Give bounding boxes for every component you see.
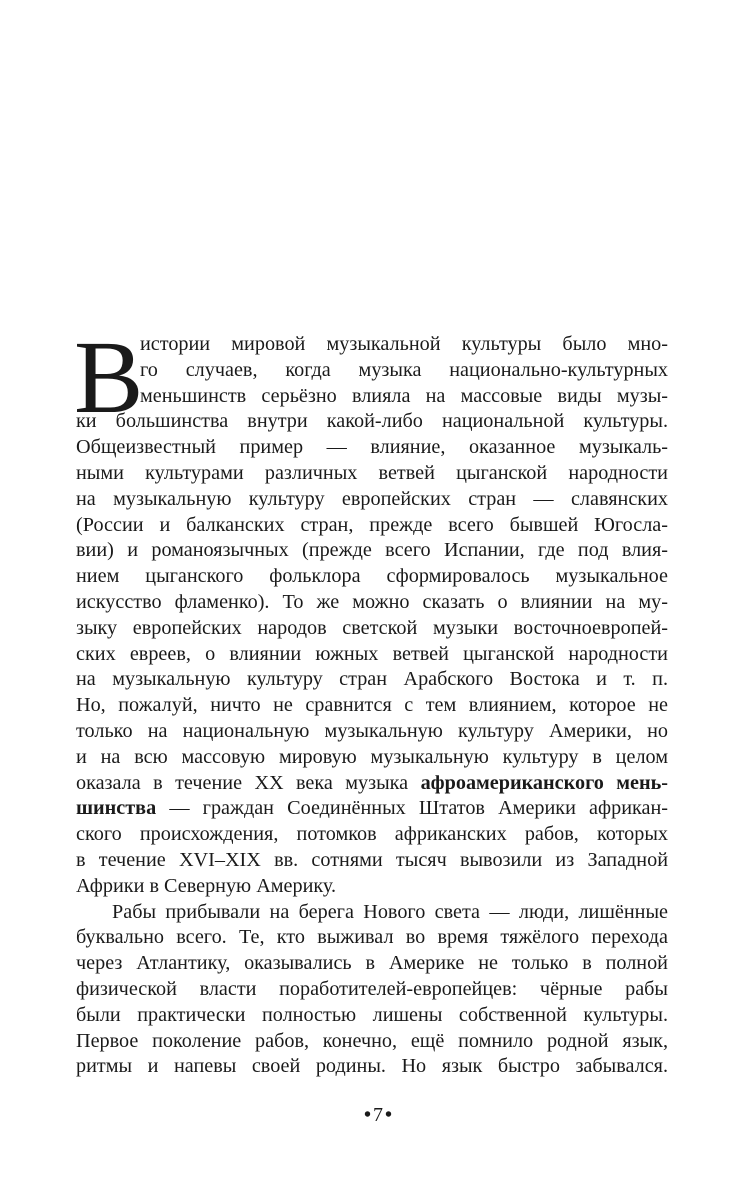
text-line: меньшинств серьёзно влияла на массовые виды музы- (140, 384, 668, 407)
text-line: искусство фламенко). То же можно сказать о влиянии на му- (76, 590, 668, 613)
page-number-value: 7 (373, 1104, 383, 1126)
text-line: на музыкальную культуру европейских стран — славянских (76, 487, 668, 510)
text-line: только на национальную музыкальную культуру Америки, но (76, 719, 668, 742)
page-number (0, 1103, 756, 1127)
text-line: буквально всего. Те, кто выживал во время тяжёлого перехода (76, 926, 668, 949)
text-line: (России и балканских стран, прежде всего бывшей Югосла- (76, 513, 668, 536)
text-line: Общеизвестный пример — влияние, оказанное музыкаль- (76, 436, 668, 459)
text-line: ских евреев, о влиянии южных ветвей цыганской народности (76, 642, 668, 665)
text-line: зыку европейских народов светской музыки восточноевропей- (76, 616, 668, 639)
text-line: го случаев, когда музыка национально-культурных (140, 358, 668, 381)
text-line (76, 771, 668, 797)
bold-term: шинства (76, 797, 157, 820)
text-line (76, 796, 668, 822)
text-line: были практически полностью лишены собственной культуры. (76, 1003, 668, 1026)
text-line: ритмы и напевы своей родины. Но язык быстро забывался. (76, 1055, 668, 1078)
text-line: вии) и романоязычных (прежде всего Испании, где под влия- (76, 539, 668, 562)
text-line: Рабы прибывали на берега Нового света — люди, лишённые (112, 900, 668, 923)
text-line: и на всю массовую мировую музыкальную культуру в целом (76, 745, 668, 768)
drop-cap: В (74, 320, 144, 435)
text-line: в течение XVI–XIX вв. сотнями тысяч вывозили из Западной (76, 848, 668, 871)
folio-ornament-left: • (363, 1104, 371, 1126)
bold-term: афроамериканского мень- (420, 771, 668, 794)
text-line: ки большинства внутри какой-либо национальной культуры. (76, 410, 668, 433)
text-line: Африки в Северную Америку. (76, 874, 337, 897)
text-line: Но, пожалуй, ничто не сравнится с тем влиянием, которое не (76, 694, 668, 717)
text-segment: — граждан Соединённых Штатов Америки африкан- (156, 797, 668, 820)
text-line: через Атлантику, оказывались в Америке не только в полной (76, 952, 668, 975)
text-line: Первое поколение рабов, конечно, ещё помнило родной язык, (76, 1029, 668, 1052)
text-line: ского происхождения, потомков африканских рабов, которых (76, 823, 668, 846)
text-line: ными культурами различных ветвей цыганской народности (76, 461, 668, 484)
text-line: истории мировой музыкальной культуры было мно- (140, 333, 668, 355)
text-line: на музыкальную культуру стран Арабского Востока и т. п. (76, 668, 668, 691)
text-line: нием цыганского фольклора сформировалось музыкальное (76, 565, 668, 588)
folio-ornament-right: • (385, 1104, 393, 1126)
text-segment: оказала в течение XX века музыка (76, 771, 421, 794)
body-text (74, 320, 668, 1080)
text-line: физической власти поработителей-европейцев: чёрные рабы (76, 977, 668, 1000)
